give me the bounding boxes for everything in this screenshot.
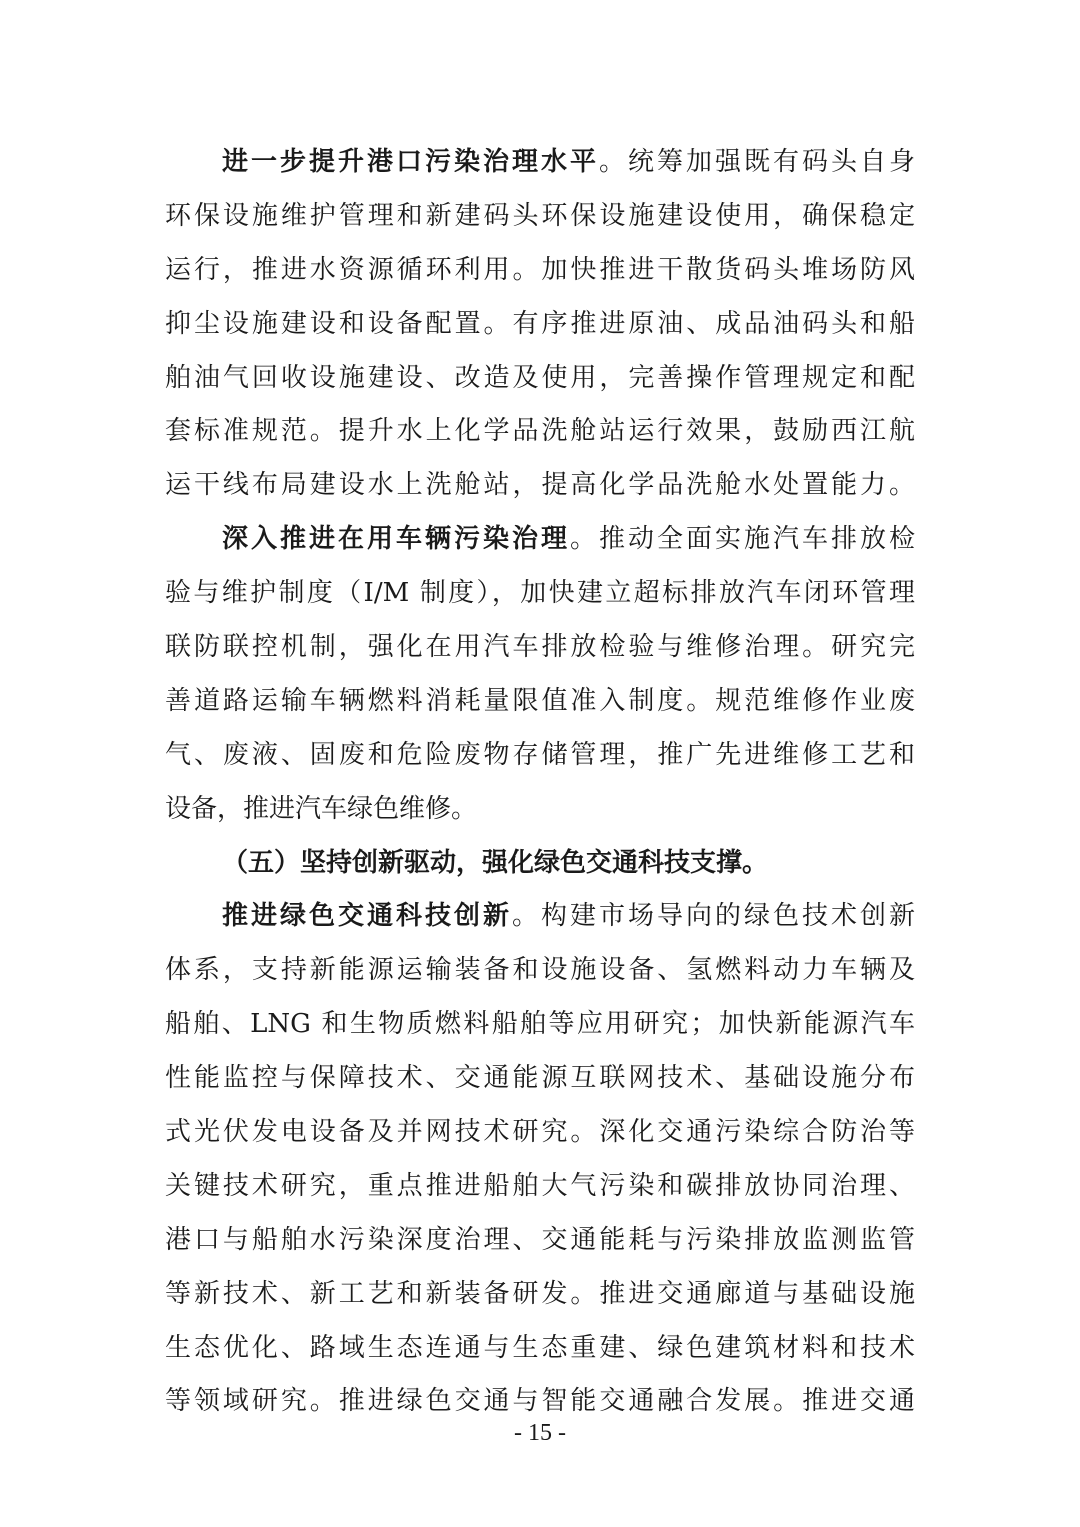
text-line (165, 1052, 915, 1106)
line-text: 港口与船舶水污染深度治理、交通能耗与污染排放监测监管 (165, 1224, 915, 1255)
text-line (165, 621, 915, 675)
section-heading (165, 837, 915, 891)
text-line (165, 675, 915, 729)
line-text: 。构建市场导向的绿色技术创新 (512, 901, 915, 932)
text-line (165, 1214, 915, 1268)
body-text (165, 136, 915, 1429)
text-line (165, 352, 915, 406)
line-text: 善道路运输车辆燃料消耗量限值准入制度。规范维修作业废 (165, 685, 915, 716)
bold-lead: 深入推进在用车辆污染治理 (222, 524, 570, 555)
text-line (165, 513, 915, 567)
bold-lead: 进一步提升港口污染治理水平 (222, 147, 599, 177)
line-text: 运干线布局建设水上洗舱站，提高化学品洗舱水处置能力。 (165, 470, 915, 501)
text-line (165, 783, 915, 837)
line-text: 套标准规范。提升水上化学品洗舱站运行效果，鼓励西江航 (165, 416, 915, 447)
text-line (165, 1160, 915, 1214)
text-line (165, 998, 915, 1052)
text-line (165, 190, 915, 244)
line-text: 生态优化、路域生态连通与生态重建、绿色建筑材料和技术 (165, 1332, 915, 1363)
text-line (165, 1106, 915, 1160)
text-line (165, 1322, 915, 1376)
line-text: 环保设施维护管理和新建码头环保设施建设使用，确保稳定 (165, 200, 915, 231)
text-line (165, 567, 915, 621)
line-text: 验与维护制度（I/M 制度），加快建立超标排放汽车闭环管理 (165, 578, 915, 609)
line-text: 式光伏发电设备及并网技术研究。深化交通污染综合防治等 (165, 1117, 915, 1148)
line-text: 设备，推进汽车绿色维修。 (165, 793, 478, 824)
line-text: 。推动全面实施汽车排放检 (569, 524, 915, 555)
bold-lead: （五）坚持创新驱动，强化绿色交通科技支撑。 (222, 847, 769, 878)
text-line (165, 136, 915, 190)
text-line (165, 1268, 915, 1322)
page-number: - 15 - (514, 1420, 566, 1446)
line-text: 等领域研究。推进绿色交通与智能交通融合发展。推进交通 (165, 1386, 915, 1417)
line-text: 舶油气回收设施建设、改造及使用，完善操作管理规定和配 (165, 362, 915, 393)
line-text: 等新技术、新工艺和新装备研发。推进交通廊道与基础设施 (165, 1278, 915, 1309)
text-line (165, 944, 915, 998)
bold-lead: 推进绿色交通科技创新 (222, 901, 512, 932)
text-line (165, 405, 915, 459)
text-line (165, 890, 915, 944)
line-text: 性能监控与保障技术、交通能源互联网技术、基础设施分布 (165, 1063, 915, 1094)
line-text: 。统筹加强既有码头自身 (598, 147, 915, 177)
line-text: 运行，推进水资源循环利用。加快推进干散货码头堆场防风 (165, 254, 915, 285)
line-text: 关键技术研究，重点推进船舶大气污染和碳排放协同治理、 (165, 1170, 915, 1201)
text-line (165, 244, 915, 298)
line-text: 联防联控机制，强化在用汽车排放检验与维修治理。研究完 (165, 632, 915, 663)
text-line (165, 298, 915, 352)
line-text: 抑尘设施建设和设备配置。有序推进原油、成品油码头和船 (165, 308, 915, 339)
line-text: 体系，支持新能源运输装备和设施设备、氢燃料动力车辆及 (165, 955, 915, 986)
line-text: 气、废液、固废和危险废物存储管理，推广先进维修工艺和 (165, 739, 915, 770)
text-line (165, 729, 915, 783)
text-line (165, 459, 915, 513)
line-text: 船舶、LNG 和生物质燃料船舶等应用研究；加快新能源汽车 (165, 1009, 915, 1040)
